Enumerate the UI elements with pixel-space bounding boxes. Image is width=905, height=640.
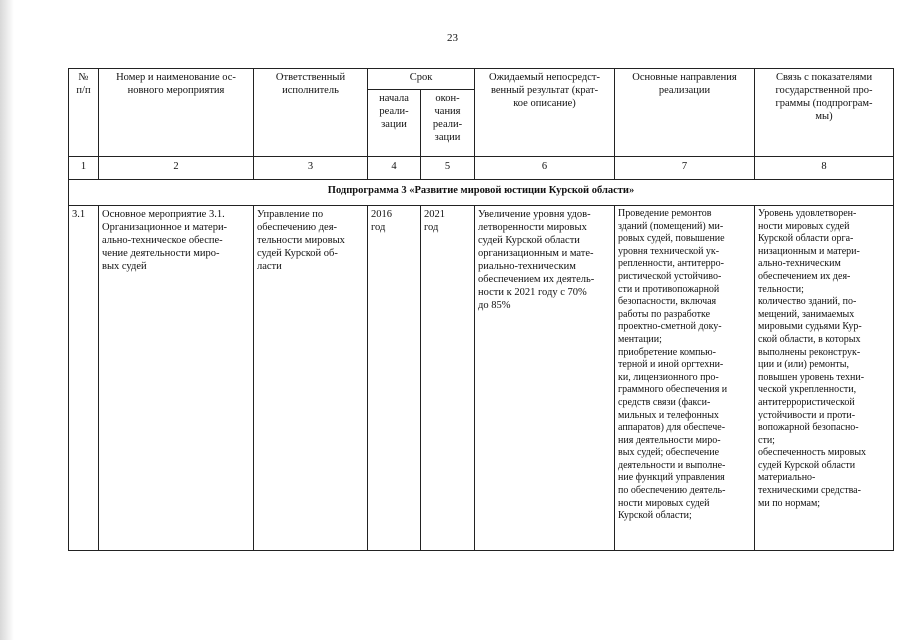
header-link: Связь с показателями государственной про- граммы (подпрограм- мы) — [755, 69, 894, 157]
program-table — [68, 68, 894, 551]
column-number: 5 — [421, 157, 475, 180]
row-name: Основное мероприятие 3.1. Организационное и матери- ально-техническое обеспе- чение деятельности миро- вых судей — [99, 206, 254, 551]
row-result: Увеличение уровня удов- летворенности мировых судей Курской области организационным и мате- риально-техническим обеспечением их деятель- ности к 2021 году с 70% до 85% — [475, 206, 615, 551]
header-end: окон- чания реали- зации — [421, 90, 475, 157]
column-number: 8 — [755, 157, 894, 180]
row-directions: Проведение ремонтов зданий (помещений) ми- ровых судей, повышение уровня технической ук- репленности, антитерро- ристической устойчиво- сти и противопожарной безопасности, включая работы по разработке проектно-сметной доку- ментации; приобретение компью- терной и иной оргтехни- ки, лицензионного про- граммного обеспечения и средств связи (факси- мильных и телефонных аппаратов) для обеспече- ния деятельности миро- вых судей; обеспечение деятельности и выполне- ние функций управления по обеспечению деятель- ности мировых судей Курской области; — [615, 206, 755, 551]
column-number: 3 — [254, 157, 368, 180]
header-num: № п/п — [69, 69, 99, 157]
column-number: 6 — [475, 157, 615, 180]
column-number: 7 — [615, 157, 755, 180]
header-term: Срок — [368, 69, 475, 90]
table-row — [69, 206, 894, 551]
header-result: Ожидаемый непосредст- венный результат (крат- кое описание) — [475, 69, 615, 157]
page-number: 23 — [447, 32, 458, 44]
header-name: Номер и наименование ос- новного мероприятия — [99, 69, 254, 157]
column-number: 2 — [99, 157, 254, 180]
header-responsible: Ответственный исполнитель — [254, 69, 368, 157]
header-directions: Основные направления реализации — [615, 69, 755, 157]
scan-edge-shadow — [0, 0, 14, 640]
row-num: 3.1 — [69, 206, 99, 551]
row-start: 2016 год — [368, 206, 421, 551]
column-number: 1 — [69, 157, 99, 180]
column-number-row — [69, 157, 894, 180]
row-link: Уровень удовлетворен- ности мировых судей Курской области орга- низационным и матери- ально-техническим обеспечением их дея- тельности; количество зданий, по- мещений, занимаемых мировыми судьями Кур- ской области, в которых выполнены реконструк- ции и (или) ремонты, повышен уровень техни- ческой укрепленности, антитеррористической устойчивости и проти- вопожарной безопасно- сти; обеспеченность мировых судей Курской области материально- техническими средства- ми по нормам; — [755, 206, 894, 551]
row-end: 2021 год — [421, 206, 475, 551]
row-responsible: Управление по обеспечению дея- тельности мировых судей Курской об- ласти — [254, 206, 368, 551]
column-number: 4 — [368, 157, 421, 180]
header-start: начала реали- зации — [368, 90, 421, 157]
section-row — [69, 180, 894, 206]
header-row-1 — [69, 69, 894, 90]
section-title: Подпрограмма 3 «Развитие мировой юстиции Курской области» — [69, 180, 894, 206]
